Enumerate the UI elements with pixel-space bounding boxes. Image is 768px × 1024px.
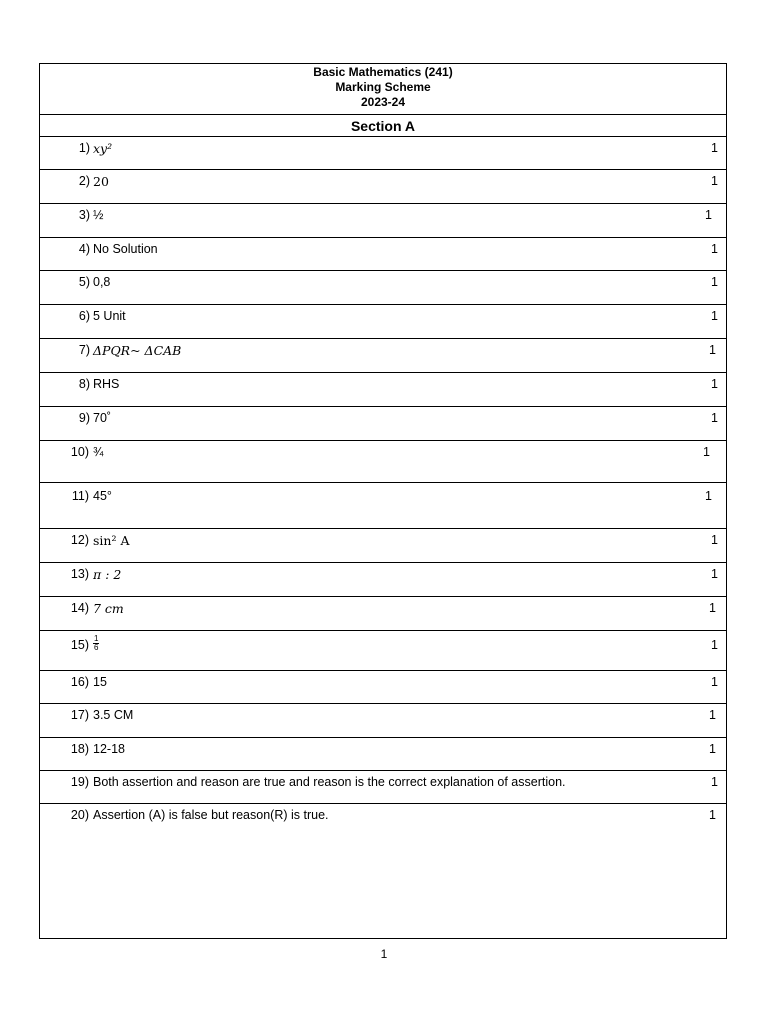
marks-value: 1 bbox=[705, 489, 712, 503]
answer-row bbox=[40, 441, 726, 483]
question-number: 2) bbox=[78, 174, 90, 188]
answer-row bbox=[40, 137, 726, 170]
question-number: 9) bbox=[78, 411, 90, 425]
marks-value: 1 bbox=[711, 533, 718, 547]
marks-value: 1 bbox=[703, 445, 710, 459]
answer-row bbox=[40, 704, 726, 738]
answer-text: 45° bbox=[93, 489, 112, 503]
answer-text: RHS bbox=[93, 377, 120, 391]
answer-row bbox=[40, 738, 726, 771]
page-number: 1 bbox=[380, 947, 388, 961]
answer-text: 20 bbox=[93, 174, 109, 189]
fraction-numerator: 1 bbox=[94, 634, 99, 643]
answer-text: 5 Unit bbox=[93, 309, 126, 323]
answer-text: Both assertion and reason are true and reason is the correct explanation of assertion. bbox=[93, 775, 566, 789]
marks-value: 1 bbox=[709, 708, 716, 722]
question-number: 19) bbox=[70, 775, 89, 789]
question-number: 1) bbox=[78, 141, 90, 155]
document-title: Basic Mathematics (241) bbox=[313, 65, 453, 79]
answer-text: ½ bbox=[93, 208, 104, 222]
answer-row bbox=[40, 238, 726, 271]
marks-value: 1 bbox=[711, 411, 718, 425]
answer-text: No Solution bbox=[93, 242, 158, 256]
marks-value: 1 bbox=[709, 742, 716, 756]
answer-row bbox=[40, 529, 726, 563]
answer-row bbox=[40, 671, 726, 704]
answer-row bbox=[40, 170, 726, 204]
question-number: 4) bbox=[78, 242, 90, 256]
question-number: 12) bbox=[70, 533, 89, 547]
marks-value: 1 bbox=[711, 377, 718, 391]
answer-text: 7 cm bbox=[93, 601, 124, 616]
question-number: 17) bbox=[70, 708, 89, 722]
answer-text: π : 2 bbox=[93, 567, 122, 582]
marks-value: 1 bbox=[711, 675, 718, 689]
answer-text: ¾ bbox=[93, 445, 104, 459]
marks-value: 1 bbox=[711, 638, 718, 652]
answer-row bbox=[40, 373, 726, 407]
answer-row bbox=[40, 771, 726, 804]
answer-row bbox=[40, 804, 726, 938]
fraction-denominator: 6 bbox=[94, 643, 99, 652]
answer-row bbox=[40, 563, 726, 597]
question-number: 16) bbox=[70, 675, 89, 689]
answer-text: ΔPQR~ ΔCAB bbox=[93, 343, 182, 358]
answer-row bbox=[40, 631, 726, 671]
answer-row bbox=[40, 597, 726, 631]
answer-row bbox=[40, 483, 726, 529]
answer-text: xy² bbox=[93, 141, 113, 156]
marks-value: 1 bbox=[709, 808, 716, 822]
answer-text: 70˚ bbox=[93, 411, 112, 425]
answer-fraction bbox=[93, 635, 99, 652]
answer-text: Assertion (A) is false but reason(R) is true. bbox=[93, 808, 329, 822]
marks-value: 1 bbox=[711, 567, 718, 581]
answer-text: sin² A bbox=[93, 533, 130, 548]
question-number: 15) bbox=[70, 638, 89, 652]
question-number: 10) bbox=[70, 445, 89, 459]
answer-text: 3.5 CM bbox=[93, 708, 134, 722]
question-number: 7) bbox=[78, 343, 90, 357]
marks-value: 1 bbox=[711, 309, 718, 323]
marks-value: 1 bbox=[711, 242, 718, 256]
answer-text: 12-18 bbox=[93, 742, 125, 756]
marks-value: 1 bbox=[711, 174, 718, 188]
answer-text: 0,8 bbox=[93, 275, 111, 289]
question-number: 14) bbox=[70, 601, 89, 615]
document-year: 2023-24 bbox=[360, 95, 406, 109]
document-header bbox=[40, 64, 726, 115]
marks-value: 1 bbox=[705, 208, 712, 222]
question-number: 8) bbox=[78, 377, 90, 391]
marks-value: 1 bbox=[711, 775, 718, 789]
marks-value: 1 bbox=[709, 601, 716, 615]
answer-text: 15 bbox=[93, 675, 107, 689]
question-number: 20) bbox=[70, 808, 89, 822]
answer-row bbox=[40, 305, 726, 339]
section-title: Section A bbox=[40, 115, 726, 137]
answer-row bbox=[40, 204, 726, 238]
question-number: 3) bbox=[78, 208, 90, 222]
question-number: 18) bbox=[70, 742, 89, 756]
question-number: 5) bbox=[78, 275, 90, 289]
marks-value: 1 bbox=[711, 141, 718, 155]
marks-value: 1 bbox=[709, 343, 716, 357]
question-number: 13) bbox=[70, 567, 89, 581]
marking-scheme-table bbox=[39, 63, 727, 939]
answer-row bbox=[40, 271, 726, 305]
document-subtitle: Marking Scheme bbox=[335, 80, 431, 94]
answer-row bbox=[40, 407, 726, 441]
question-number: 6) bbox=[78, 309, 90, 323]
answer-row bbox=[40, 339, 726, 373]
marks-value: 1 bbox=[711, 275, 718, 289]
question-number: 11) bbox=[71, 489, 89, 503]
